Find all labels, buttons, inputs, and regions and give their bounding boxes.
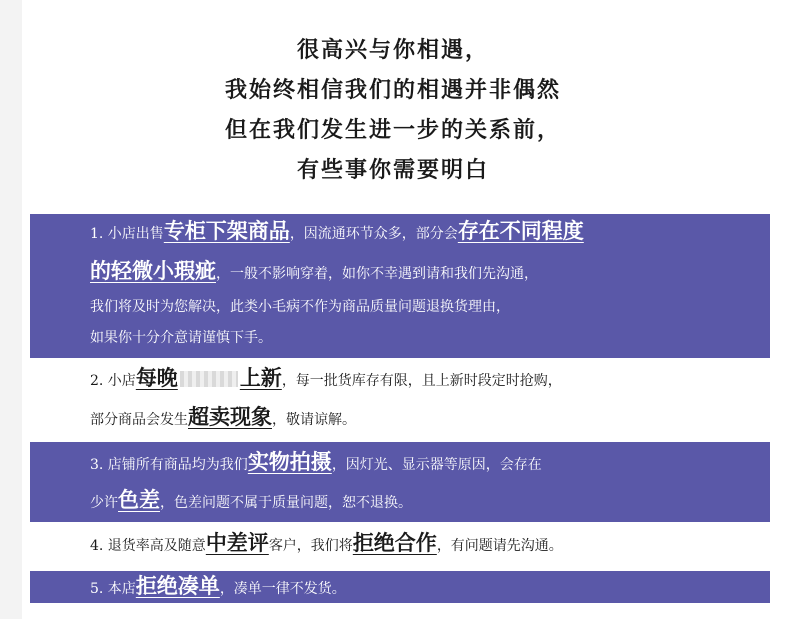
rule-emphasis: 超卖现象	[188, 404, 272, 429]
intro-line: 但在我们发生进一步的关系前，	[224, 117, 561, 143]
rule-emphasis: 的轻微小瑕疵	[90, 258, 216, 283]
rule-text: ，因流通环节众多，部分会	[289, 226, 458, 242]
rule-5-line-1	[90, 573, 346, 599]
intro-greeting	[0, 30, 786, 190]
rule-text: ，色差问题不属于质量问题，恕不退换。	[160, 495, 412, 511]
rule-emphasis: 色差	[118, 487, 160, 512]
rule-emphasis: 专柜下架商品	[163, 218, 290, 243]
rule-text: ，敬请谅解。	[272, 412, 356, 428]
intro-line: 很高兴与你相遇，	[296, 37, 489, 63]
rule-text: 1. 小店出售	[90, 226, 164, 242]
rule-1-line-2	[90, 258, 538, 284]
rule-emphasis: 拒绝合作	[352, 530, 437, 555]
intro-line: 有些事你需要明白	[296, 157, 489, 183]
rule-1-line-3	[90, 294, 510, 320]
rule-text: 3. 店铺所有商品均为我们	[90, 457, 248, 473]
rule-text: ，凑单一律不发货。	[219, 581, 346, 597]
rule-emphasis: 上新	[239, 365, 282, 390]
rule-text: 5. 本店	[90, 581, 136, 597]
rule-text: ，因灯光、显示器等原因，会存在	[331, 457, 542, 473]
redacted-time-blur	[180, 371, 238, 387]
rule-text: 4. 退货率高及随意	[90, 538, 206, 554]
rule-text: ，一般不影响穿着，如你不幸遇到请和我们先沟通，	[216, 266, 538, 282]
rule-text: 如果你十分介意请谨慎下手。	[90, 330, 272, 346]
rule-text: 2. 小店	[90, 373, 136, 389]
rule-text: 部分商品会发生	[90, 412, 188, 428]
rule-text: 客户，我们将	[268, 538, 353, 554]
rule-1-line-4	[90, 325, 272, 351]
rule-text: ，每一批货库存有限，且上新时段定时抢购，	[281, 373, 562, 389]
rule-2-line-2	[90, 404, 356, 430]
intro-line: 我始终相信我们的相遇并非偶然	[224, 77, 561, 103]
rule-emphasis: 实物拍摄	[247, 449, 332, 474]
rule-3-line-1	[90, 449, 542, 475]
rule-emphasis: 存在不同程度	[457, 218, 584, 243]
rule-4-line-1	[90, 530, 563, 556]
rule-emphasis: 拒绝凑单	[135, 573, 220, 598]
rule-text: 我们将及时为您解决，此类小毛病不作为商品质量问题退换货理由，	[90, 299, 510, 315]
rule-emphasis: 每晚	[135, 365, 178, 390]
rule-emphasis: 中差评	[205, 530, 269, 555]
rule-text: ，有问题请先沟通。	[436, 538, 563, 554]
rule-2-line-1	[90, 365, 562, 391]
rule-text: 少许	[90, 495, 118, 511]
rule-3-line-2	[90, 487, 412, 513]
rule-1-line-1	[90, 218, 584, 244]
